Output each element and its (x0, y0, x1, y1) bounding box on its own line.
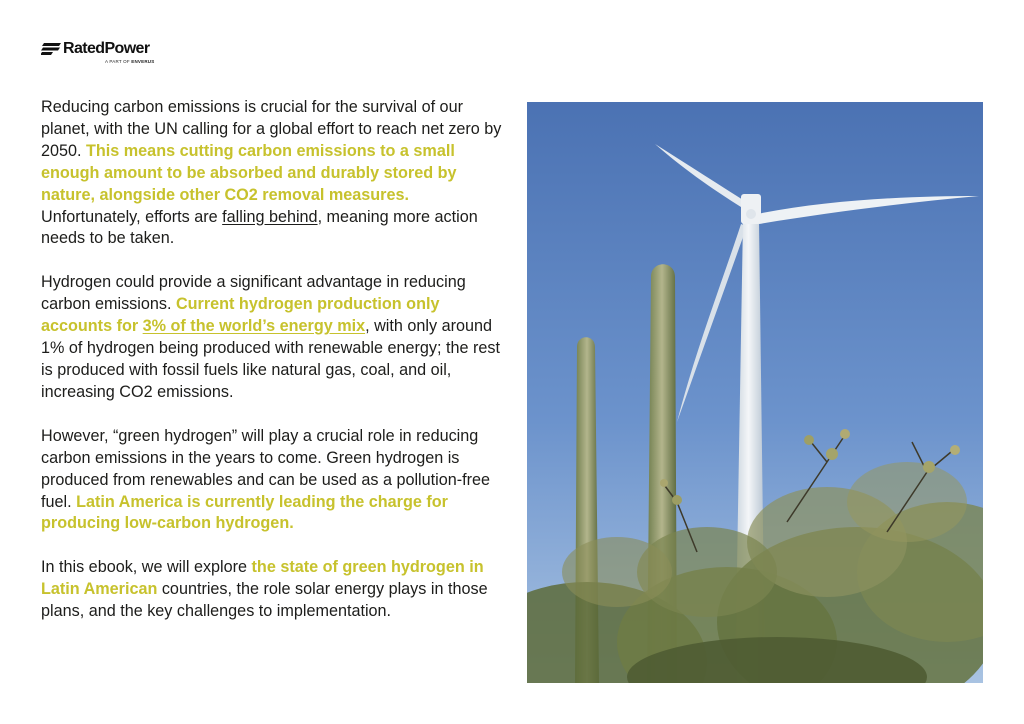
brand-logo (41, 40, 171, 66)
paragraph (41, 272, 511, 403)
brand-name: RatedPower (63, 40, 150, 57)
text-run: However, “green hydrogen” will play a crucial role in reducing carbon emissions in the years to come. Green hydrogen is produced from renewables and can be used as a pollution-free fuel. (41, 426, 491, 511)
brand-sub-prefix: A PART OF (105, 59, 130, 64)
highlighted-text: Current hydrogen production only accounts for (41, 295, 440, 336)
highlighted-text: This means cutting carbon emissions to a small enough amount to be absorbed and durably stored by nature, alongside other CO2 removal measures. (41, 141, 457, 204)
turbine-hub (746, 209, 756, 219)
photo-illustration (527, 102, 983, 683)
text-run: , with only around 1% of hydrogen being produced with renewable energy; the rest is produced with fossil fuels like natural gas, coal, and oil, increasing CO2 emissions. (41, 317, 500, 401)
paragraph (41, 97, 511, 250)
highlighted-text: Latin America is currently leading the charge for producing low-carbon hydrogen. (41, 492, 448, 533)
highlighted-text: the state of green hydrogen in Latin American (41, 558, 484, 599)
text-run: , meaning more action needs to be taken. (41, 207, 478, 248)
brand-subline (105, 59, 154, 64)
body-text (41, 97, 511, 645)
text-run: Reducing carbon emissions is crucial for the survival of our planet, with the UN calling for a global effort to reach net zero by 2050. (41, 98, 502, 160)
brand-sub-brand: ENVERUS (131, 59, 155, 64)
falling-behind-link[interactable]: falling behind (222, 207, 318, 226)
ratedpower-logo-icon (41, 43, 61, 55)
paragraph (41, 426, 511, 536)
energy-mix-link[interactable]: 3% of the world’s energy mix (142, 317, 366, 336)
text-run: countries, the role solar energy plays in those plans, and the key challenges to implementation. (41, 580, 488, 621)
text-run: Unfortunately, efforts are (41, 207, 223, 226)
paragraph (41, 557, 511, 623)
wind-turbine-cactus-photo (527, 102, 983, 683)
text-run: In this ebook, we will explore (41, 558, 252, 577)
text-run: Hydrogen could provide a significant advantage in reducing carbon emissions. (41, 273, 466, 314)
